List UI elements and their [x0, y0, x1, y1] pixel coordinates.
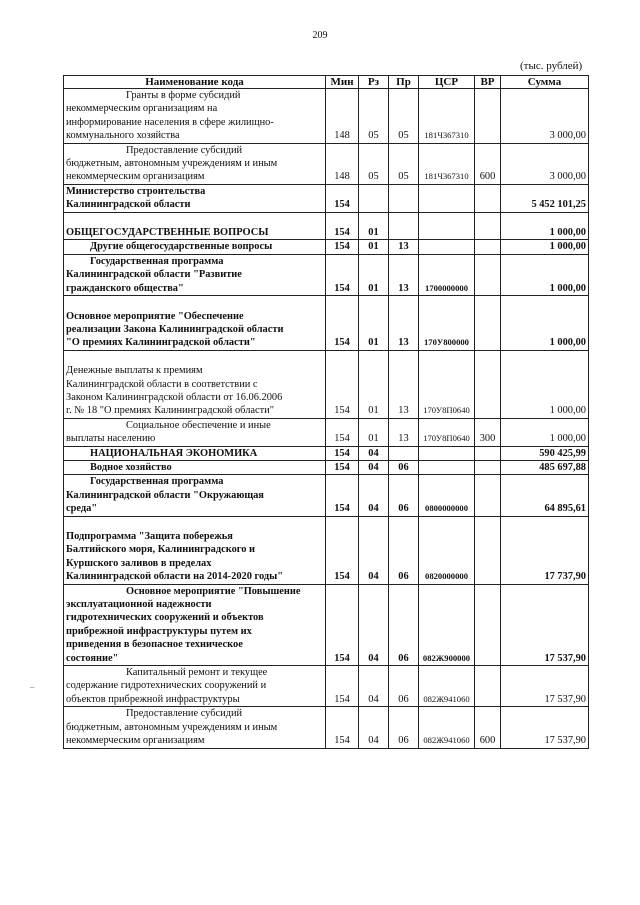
vr-cell: [475, 89, 501, 144]
vr-cell: 600: [475, 707, 501, 748]
header-name: Наименование кода: [64, 76, 326, 89]
min-cell: 154: [326, 212, 359, 240]
header-csr: ЦСР: [419, 76, 475, 89]
csr-cell: 1700000000: [419, 254, 475, 295]
name-cell: Основное мероприятие "Обеспечение реализации Закона Калининградской области "О премиях Калининградской области": [64, 296, 326, 351]
header-pr: Пр: [389, 76, 419, 89]
vr-cell: 600: [475, 143, 501, 184]
csr-cell: 170У8П0640: [419, 350, 475, 418]
name-cell: Министерство строительства Калининградской области: [64, 184, 326, 212]
csr-cell: 082Ж941060: [419, 666, 475, 707]
pr-cell: 13: [389, 296, 419, 351]
sum-cell: 17 537,90: [501, 666, 589, 707]
csr-cell: 170У800000: [419, 296, 475, 351]
sum-cell: 17 537,90: [501, 707, 589, 748]
rz-cell: 04: [359, 666, 389, 707]
pr-cell: [389, 446, 419, 460]
sum-cell: 5 452 101,25: [501, 184, 589, 212]
min-cell: 154: [326, 240, 359, 254]
name-cell: ОБЩЕГОСУДАРСТВЕННЫЕ ВОПРОСЫ: [64, 212, 326, 240]
min-cell: 148: [326, 143, 359, 184]
table-row: [64, 212, 589, 240]
min-cell: 154: [326, 707, 359, 748]
min-cell: 154: [326, 446, 359, 460]
name-cell: НАЦИОНАЛЬНАЯ ЭКОНОМИКА: [64, 446, 326, 460]
min-cell: 154: [326, 475, 359, 516]
pr-cell: 06: [389, 584, 419, 665]
rz-cell: 04: [359, 475, 389, 516]
vr-cell: [475, 446, 501, 460]
min-cell: 154: [326, 350, 359, 418]
table-row: [64, 143, 589, 184]
sum-cell: 3 000,00: [501, 89, 589, 144]
vr-cell: [475, 254, 501, 295]
pr-cell: 13: [389, 254, 419, 295]
margin-mark: –: [30, 682, 35, 692]
table-row: [64, 418, 589, 446]
rz-cell: 04: [359, 584, 389, 665]
rz-cell: 01: [359, 240, 389, 254]
table-row: [64, 89, 589, 144]
vr-cell: [475, 350, 501, 418]
name-cell: Капитальный ремонт и текущее содержание гидротехнических сооружений и объектов прибрежной инфраструктуры: [64, 666, 326, 707]
vr-cell: [475, 516, 501, 584]
min-cell: 154: [326, 296, 359, 351]
name-cell: Предоставление субсидий бюджетным, автономным учреждениям и иным некоммерческим организациям: [64, 143, 326, 184]
vr-cell: [475, 584, 501, 665]
vr-cell: [475, 240, 501, 254]
header-sum: Сумма: [501, 76, 589, 89]
csr-cell: 0820000000: [419, 516, 475, 584]
header-vr: ВР: [475, 76, 501, 89]
csr-cell: 0800000000: [419, 475, 475, 516]
vr-cell: [475, 460, 501, 474]
csr-cell: 082Ж900000: [419, 584, 475, 665]
pr-cell: 13: [389, 418, 419, 446]
vr-cell: [475, 666, 501, 707]
csr-cell: 181Ч367310: [419, 143, 475, 184]
sum-cell: 1 000,00: [501, 350, 589, 418]
table-row: [64, 446, 589, 460]
min-cell: 154: [326, 184, 359, 212]
min-cell: 154: [326, 254, 359, 295]
name-cell: Предоставление субсидий бюджетным, автономным учреждениям и иным некоммерческим организациям: [64, 707, 326, 748]
vr-cell: [475, 296, 501, 351]
pr-cell: [389, 212, 419, 240]
table-row: [64, 666, 589, 707]
rz-cell: 04: [359, 707, 389, 748]
rz-cell: 04: [359, 516, 389, 584]
csr-cell: 082Ж941060: [419, 707, 475, 748]
rz-cell: 01: [359, 212, 389, 240]
units-label: (тыс. рублей): [520, 60, 583, 72]
vr-cell: 300: [475, 418, 501, 446]
csr-cell: [419, 446, 475, 460]
min-cell: 154: [326, 418, 359, 446]
sum-cell: 17 737,90: [501, 516, 589, 584]
table-row: [64, 254, 589, 295]
pr-cell: 06: [389, 460, 419, 474]
min-cell: 154: [326, 516, 359, 584]
name-cell: Государственная программа Калининградской области "Окружающая среда": [64, 475, 326, 516]
csr-cell: [419, 240, 475, 254]
table-row: [64, 184, 589, 212]
rz-cell: 01: [359, 296, 389, 351]
name-cell: Денежные выплаты к премиям Калининградской области в соответствии с Законом Калининградской области от 16.06.2006 г. № 18 "О премиях Калининградской области": [64, 350, 326, 418]
page-number: 209: [312, 30, 328, 41]
rz-cell: 05: [359, 89, 389, 144]
pr-cell: [389, 184, 419, 212]
rz-cell: 04: [359, 446, 389, 460]
sum-cell: 64 895,61: [501, 475, 589, 516]
sum-cell: 590 425,99: [501, 446, 589, 460]
rz-cell: 01: [359, 254, 389, 295]
name-cell: Социальное обеспечение и иные выплаты населению: [64, 418, 326, 446]
rz-cell: 01: [359, 350, 389, 418]
sum-cell: 1 000,00: [501, 296, 589, 351]
table-row: [64, 584, 589, 665]
table-row: [64, 240, 589, 254]
sum-cell: 3 000,00: [501, 143, 589, 184]
vr-cell: [475, 184, 501, 212]
csr-cell: [419, 212, 475, 240]
sum-cell: 485 697,88: [501, 460, 589, 474]
table-row: [64, 296, 589, 351]
table-row: [64, 460, 589, 474]
name-cell: Основное мероприятие "Повышение эксплуатационной надежности гидротехнических сооружений и объектов прибрежной инфраструктуры путем их приведения в безопасное техническое состояние": [64, 584, 326, 665]
sum-cell: 1 000,00: [501, 418, 589, 446]
name-cell: Государственная программа Калининградской области "Развитие гражданского общества": [64, 254, 326, 295]
pr-cell: 05: [389, 89, 419, 144]
min-cell: 148: [326, 89, 359, 144]
pr-cell: 06: [389, 475, 419, 516]
sum-cell: 1 000,00: [501, 254, 589, 295]
name-cell: Гранты в форме субсидий некоммерческим организациям на информирование населения в сфере жилищно- коммунального хозяйства: [64, 89, 326, 144]
csr-cell: [419, 460, 475, 474]
pr-cell: 05: [389, 143, 419, 184]
pr-cell: 06: [389, 707, 419, 748]
name-cell: Другие общегосударственные вопросы: [64, 240, 326, 254]
name-cell: Водное хозяйство: [64, 460, 326, 474]
csr-cell: [419, 184, 475, 212]
budget-table: [63, 75, 589, 749]
rz-cell: 01: [359, 418, 389, 446]
pr-cell: 06: [389, 516, 419, 584]
min-cell: 154: [326, 666, 359, 707]
header-min: Мин: [326, 76, 359, 89]
table-row: [64, 350, 589, 418]
rz-cell: 05: [359, 143, 389, 184]
pr-cell: 06: [389, 666, 419, 707]
vr-cell: [475, 212, 501, 240]
sum-cell: 1 000,00: [501, 240, 589, 254]
sum-cell: 17 537,90: [501, 584, 589, 665]
header-rz: Рз: [359, 76, 389, 89]
min-cell: 154: [326, 460, 359, 474]
sum-cell: 1 000,00: [501, 212, 589, 240]
name-cell: Подпрограмма "Защита побережья Балтийского моря, Калининградского и Куршского заливов в пределах Калининградской области на 2014-2020 годы": [64, 516, 326, 584]
csr-cell: 170У8П0640: [419, 418, 475, 446]
min-cell: 154: [326, 584, 359, 665]
pr-cell: 13: [389, 240, 419, 254]
table-row: [64, 707, 589, 748]
table-row: [64, 475, 589, 516]
rz-cell: [359, 184, 389, 212]
table-row: [64, 516, 589, 584]
rz-cell: 04: [359, 460, 389, 474]
table-header-row: [64, 76, 589, 89]
csr-cell: 181Ч367310: [419, 89, 475, 144]
pr-cell: 13: [389, 350, 419, 418]
vr-cell: [475, 475, 501, 516]
